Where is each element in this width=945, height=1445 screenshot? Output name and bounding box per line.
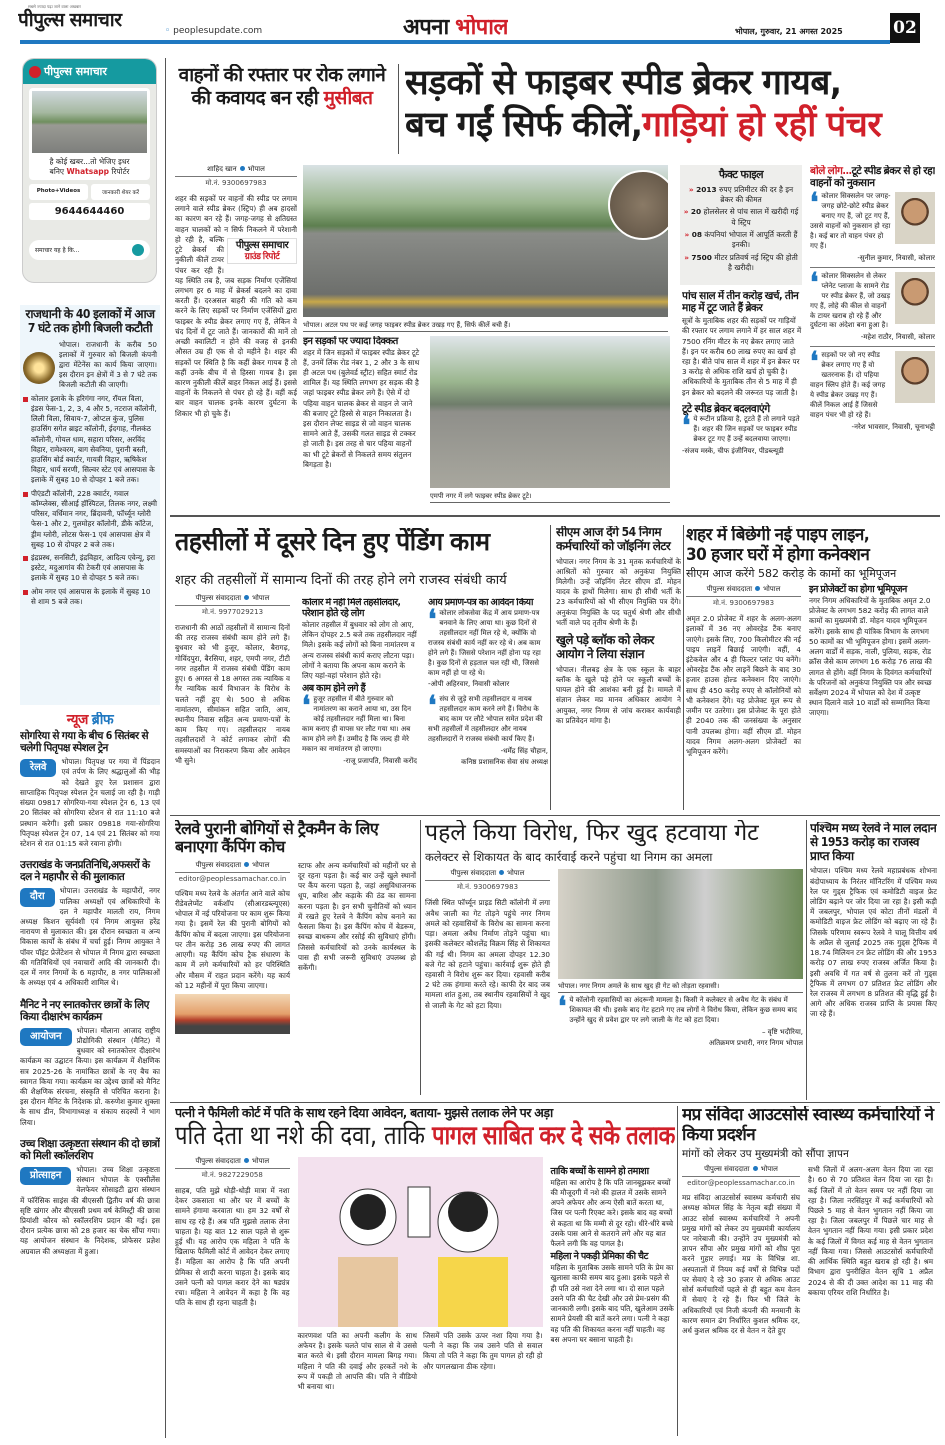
samvida-headline: मप्र संविदा आउटसोर्स स्वास्थ्य कर्मचारियों ने किया प्रदर्शन xyxy=(682,1106,934,1145)
sub-body: शहर में जिन सड़कों में फाइबर स्पीड ब्रेकर टूटे हैं, उनमें लिंक रोड नंबर 1, 2 और 3 के साथ ही अटल पथ (बुलेवर्ड स्ट्रीट) सहित स्मार्ट रोड शामिल हैं। यह स्थिति लगभग हर सड़क की है जहां फाइबर स्पीड ब्रेकर लगे हैं। ऐसे में दो पहिया वाहन चालक ब्रेकर से वाहन ले जाने की बजाए टूटे हिस्से से वाहन निकालता है। इस दौरान लेफ्ट साइड से जो वाहन चालक सामने आते हैं, उसकी गलत साइड से टक्कर हो जाती है। इस तरह से चार पहिया वाहनों का भी टूटे ब्रेकरों से निकलते समय संतुलन बिगड़ता है। xyxy=(303,347,420,469)
quote-attribution: -धर्मेंद्र सिंह चौहान, xyxy=(500,747,548,756)
sub-headline: महिला ने पकड़ी प्रेमिका की चैट xyxy=(550,1251,648,1263)
brief-title: उत्तराखंड के जनप्रतिनिधि,अफसरों के दल ने महापौर से की मुलाकात xyxy=(20,859,150,884)
logo-tagline: सबसे ज्यादा पढ़ा जाने वाला अखबार xyxy=(28,4,81,9)
fact-file xyxy=(680,165,802,285)
brief-tag: प्रोत्साहन xyxy=(20,1167,71,1185)
court-body-1: साहब, पति मुझे थोड़ी-थोड़ी मात्रा में नशा देकर उकसाता था और घर में बच्चों के सामने हंगामा करवाता था। हम 32 वर्षों से साथ रह रहे हैं। अब पति मुझसे तलाक लेना चाहता है। यह बात 12 साल पहले से शुरू हुई थी। यह आरोप एक महिला ने पति के खिलाफ फैमिली कोर्ट में आवेदन देकर लगाए हैं। महिला का आरोप है कि पति अपनी प्रेमिका से शादी करना चाहता है। इसके बाद उसने पत्नी को पागल करार देने का षड्यंत्र रचा। महिला ने आवेदन में कहा है कि वह पति के साथ ही रहना चाहती है। xyxy=(175,1185,290,1308)
list-item: कोलार इलाके के हरिगंगा नगर, रॉयल विला, इंडस फेस-1, 2, 3, 4 और 5, नटराज कॉलोनी, लिली विला, सिवाय-7, ओप्टल कुंज, पुलिस हाउसिंग सगेत ब्राइट कॉलोनी, ईदगाह, नीलकंठ कॉलोनी, गोयल धाम, सहारा परिसर, अरविंद विहार, रामेश्वरम, बाग सेवनिया, पुरानी बस्ती, हाउसिंग बोर्ड क्वार्टर, गायत्री विहार, ऋषिकेश विहार, धार्य सरणी, सिल्वर स्टेट एवं आसपास के इलाके में सुबह 10 से दोपहर 1 बजे तक। xyxy=(23,394,157,486)
badge-label: ग्राउंड रिपोर्ट xyxy=(244,251,280,262)
person-quote: ❛ सड़कों पर जो नए स्पीड ब्रेकर लगाए गए हैं वो खतरनाक हैं। दो पहिया वाहन स्लिप होते हैं। कई जगह ये स्पीड ब्रेकर उखड़ गए हैं। कीलें निकल आई हैं जिससे वाहन पंचर भी हो रहे हैं। -नरेश भावसार, निवासी, चूनाभट्टी xyxy=(810,347,935,431)
divider xyxy=(170,1102,940,1103)
brief-tag: आयोजन xyxy=(20,1028,72,1046)
reporter-mobile: मो.नं. 9300697983 xyxy=(456,883,519,892)
quote-attribution-role: अतिक्रमण प्रभारी, नगर निगम भोपाल xyxy=(708,1039,803,1048)
message-input[interactable] xyxy=(29,240,150,260)
pipeline-subheadline: सीएम आज करेंगे 582 करोड़ के कामों का भूमिपूजन xyxy=(686,567,897,581)
brief-item xyxy=(20,999,160,1128)
lead-kicker: वाहनों की रफ्तार पर रोक लगाने की कवायद बन रही मुसीबत xyxy=(178,64,386,110)
sub-headline: इन प्रोजेक्टों का होगा भूमिपूजन xyxy=(809,584,907,596)
column-divider xyxy=(165,58,166,1438)
message-placeholder: समाचार यह है कि... xyxy=(35,247,80,254)
sub-body: नगर निगम अधिकारियों के मुताबिक अमृत 2.0 प्रोजेक्ट के लगभग 582 करोड़ की लागत वाले कामों का मुख्यमंत्री डॉ. मोहन यादव भूमिपूजन करेंगे। इसके साथ ही यांत्रिक विभाग के लगभग 50 कामों का भी भूमिपूजन होगा। इसमें अलग-अलग वार्डों में सड़क, नाली, पुलिया, सड़क, रोड क्रॉस जैसे काम लगभग 16 करोड़ 76 लाख की लागत से होंगे। वहीं निगम के दिवंगत कर्मचारियों के परिजनों को अनुकंपा नियुक्ति पत्र और स्वच्छ सर्वेक्षण 2024 में भोपाल को देश में उत्कृष्ट स्थान दिलाने वाले 10 वार्डों को सम्मानित किया जाएगा। xyxy=(809,596,932,718)
list-item: इंद्रप्रस्थ, सनसिटी, इंद्रविहार, आदित्य एवेन्यू, इरा इस्टेट, मदुआगांव की टेकरी एवं आसपास के इलाके में सुबह 10 से दोपहर 5 बजे तक। xyxy=(23,553,157,584)
samvida-body-1: मप्र संविदा आउटसोर्स स्वास्थ्य कर्मचारी संघ अध्यक्ष कोमल सिंह के नेतृत्व बड़ी संख्या में आउट सोर्स स्वास्थ्य कर्मचारियों ने अपनी प्रमुख मांगों को लेकर उप मुख्यमंत्री कार्यालय पर नारेबाजी की। उन्होंने उप मुख्यमंत्री को ज्ञापन सौंपा और प्रमुख मांगों को शीघ्र पूरा करने गुहार लगाई। मप्र के विभिन्न शा. अस्पतालों में नियम कई वर्षों से विभिन्न पदों पर सेवाएं दे रहे 30 हजार से अधिक आउट सोर्स कर्मचारियों पहले से ही बहुत कम वेतन में सेवाएं दे रहे हैं। फिर भी जिले के अधिकारियों एवं निजी कंपनी की मनमानी के कारण समान ढंग निर्धारित कुशल श्रमिक दर, अर्ध कुशल श्रमिक दर से वेतन न देते हुए xyxy=(682,1193,800,1335)
whatsapp-promo xyxy=(22,58,157,283)
outsource-protest-story xyxy=(682,1106,937,1441)
divider xyxy=(683,525,684,810)
byline: पीपुल्स संवाददाता भोपाल xyxy=(175,594,290,606)
power-cut-intro: भोपाल। राजधानी के करीब 50 इलाकों में गुरुवार को बिजली कंपनी द्वारा मेंटेनेंस का कार्य किया जाएगा। इस दौरान इन क्षेत्रों में 3 से 7 घंटे तक बिजली कटौती की जाएगी। xyxy=(59,339,157,390)
quote-icon: ❛ xyxy=(682,410,691,441)
divider xyxy=(170,515,940,517)
brief-title: मैनिट ने नए स्नातकोत्तर छात्रों के लिए किया दीक्षारंभ कार्यक्रम xyxy=(20,998,149,1023)
quote-attribution: -संजय मस्के, चीफ इंजीनियर, पीडब्ल्यूडी xyxy=(682,446,784,455)
divider xyxy=(170,815,940,816)
broken-breaker-photo xyxy=(430,336,670,488)
quote-attribution-role: कनिष्ठ प्रशासनिक सेवा संघ अध्यक्ष xyxy=(461,758,548,767)
pipeline-headline-1: शहर में बिछेगी नई पाइप लाइन, xyxy=(686,526,870,545)
byline: पीपुल्स संवाददाता भोपाल xyxy=(175,861,290,873)
reporter-mobile: मो.नं. 9977029213 xyxy=(201,608,264,616)
quote-text: ये रूटीन प्रक्रिया है, टूटते हैं तो लगाने पड़ते हैं। शहर की जिन सड़कों पर फाइबर स्पीड ब्रेकर टूट गए हैं उन्हें बदलवाया जाएगा। xyxy=(693,414,800,443)
cm-body: भोपाल। नगर निगम के 31 मृतक कर्मचारियों के आश्रितों को गुरुवार को अनुकंपा नियुक्ति मिलेगी। उन्हें जॉइनिंग लेटर सीएम डॉ. मोहन यादव के हाथों मिलेगा। साथ ही सीधी भर्ती के 23 कर्मचारियों को भी सीएम नियुक्ति पत्र देंगे। अनुकंपा नियुक्ति के पद चतुर्थ श्रेणी और सीधी भर्ती वाले पद तृतीय श्रेणी के हैं। xyxy=(556,556,681,627)
badge-brand: पीपुल्स समाचार xyxy=(235,240,289,251)
byline: पीपुल्स संवाददाता भोपाल xyxy=(175,1157,290,1169)
fact-item: » 08 कंपनियां भोपाल में आपूर्ति करती हैं इनकी। xyxy=(684,230,798,250)
news-brief xyxy=(20,712,160,1437)
reporter-mobile: मो.नं. 9300697983 xyxy=(205,179,267,187)
sub-headline: टूटे स्पीड ब्रेकर बदलवाएंगे xyxy=(682,402,770,415)
mic-icon[interactable] xyxy=(132,244,144,256)
sub-headline: अब काम होने लगे हैं xyxy=(302,683,366,695)
person-quote: ❛ कोलार सिक्सलेन से लेकर प्लेनेट प्लाजा के सामने रोड पर स्पीड ब्रेकर हैं, जो उखड़ गए हैं, लोहे की कील से वाहनों के टायर खराब हो रहे हैं और दुर्घटना का अंदेशा बना हुआ है। -महेश राठौर, निवासी, कोलार xyxy=(810,272,935,348)
quote-icon: ❛ xyxy=(428,604,437,635)
dateline: भोपाल, गुरुवार, 21 अगस्त 2025 xyxy=(735,27,843,36)
whatsapp-number[interactable]: 9644644460 xyxy=(29,203,150,220)
tahsil-col3: आय प्रमाण-पत्र का आवेदन किया ❛ कोलार लोकसेवा केंद्र में आय प्रमाण-पत्र बनवाने के लिए आया था। कुछ दिनों से तहसीलदार नहीं मिल रहे थे, क्योंकि वो राजस्व संबंधी कार्य नहीं कर रहे थे। अब काम होने लगे हैं। जिससे परेशान नहीं होना पड़ रहा है। कुछ दिनों से हड़ताल चल रही थी, जिससे काम नहीं हो पा रहे थे। -ओपी अहिरवार, निवासी कोलार ❛ संघ से जुड़े सभी तहसीलदार व नायब तहसीलदार काम करने लगे हैं। विरोध के बाद काम पर लौटे भोपाल समेत प्रदेश की सभी तहसीलों में तहसीलदार और नायब तहसीलदारों ने राजस्व संबंधी कार्य किए हैं। -धर्मेंद्र सिंह चौहान, कनिष्ठ प्रशासनिक सेवा संघ अध्यक्ष xyxy=(428,598,548,767)
court-headline: पति देता था नशे की दवा, ताकि पागल साबित कर दे सके तलाक xyxy=(175,1121,675,1152)
lead-body: शहर की सड़कों पर वाहनों की स्पीड पर लगाम लगाने वाले स्पीड ब्रेकर (स्ट्रिप) ही अब हादसों का कारण बन रहे हैं। जगह-जगह से क्षतिग्रस्त वाहन चालकों को न सिर्फ निकलने में परेशानी हो रही है, बल्कि टूटे ब्रेकर्स की नुकीली कीलें टायर पंचर कर रही हैं। यह स्थिति तब है, जब सड़क निर्माण एजेंसियां लगभग हर 6 माह में ब्रेकर्स बदलने का दावा करती हैं। दरअसल बाहरी की गति को कम करने के लिए सड़कों पर निर्माण एजेंसियों द्वारा फाइबर के स्पीड ब्रेकर लगाए गए हैं, लेकिन वे चंद दिनों में टूट जाते हैं। जानकारों की मानें तो अच्छी क्वालिटी न होने की वजह से इनकी औसत उम्र ही एक से दो महीने है। शहर की सड़कों पर स्थिति है कि कहीं ब्रेकर गायब हैं तो कहीं उनके बीच में से हिस्सा गायब है। इस कारण नुकीली कीलें बाहर निकल आई हैं। इससे वाहनों के निकलने से पंचर हो रहे हैं। वहीं कई बार वाहन चालक इनके कारण दुर्घटना के शिकार भी हो चुके हैं। xyxy=(175,194,297,418)
sub-headline: ताकि बच्चों के सामने हो तमाशा xyxy=(550,1165,649,1177)
brief-tag: रेलवे xyxy=(20,759,56,777)
wcr-revenue-story xyxy=(810,822,937,1102)
quote-icon: ❛ xyxy=(302,691,311,722)
promo-brand xyxy=(23,59,156,84)
site-url-text: peoplesupdate.com xyxy=(173,26,263,36)
news-brief-label: न्यूज ब्रीफ xyxy=(66,712,114,728)
section-title-a: अपना xyxy=(403,15,449,40)
fact-item: » 20 होलसेलर से पांच साल में खरीदी गई ये स्ट्रिप xyxy=(683,207,799,227)
divider xyxy=(677,1106,678,1436)
list-item: ओम नगर एवं आसपास के इलाके में सुबह 10 से शाम 5 बजे तक। xyxy=(23,587,157,607)
header-rule xyxy=(20,40,890,44)
lead-headline xyxy=(405,62,935,160)
share-info-button[interactable]: जानकारी शेयर करें xyxy=(91,184,150,200)
train-photo xyxy=(175,994,290,1034)
bulb-icon xyxy=(23,352,55,384)
wcr-headline: पश्चिम मध्य रेलवे ने माल लदान से 1953 करोड़ का राजस्व प्राप्त किया xyxy=(810,822,937,863)
samvida-subheadline: मांगों को लेकर उप मुख्यमंत्री को सौंपा ज्ञापन xyxy=(682,1148,849,1161)
inset-photo xyxy=(608,170,668,240)
court-body-2: कारणवश पति का अपनी कलीग के साथ अफेयर है। इसके चलते पांच साल से वे उससे बात करते थे। इसी दौरान मामला बिगड़ गया। महिला ने पति की दवाई और हरकतें नशे के रूप में पकड़ी तो आपत्ति की। पति ने वीडियो भी बनाया था। xyxy=(297,1330,418,1391)
sub-body: कोलार तहसील में बुधवार को लोग तो आए, लेकिन दोपहर 2.5 बजे तक तहसीलदार नहीं मिले। इसके कई लोगों को बिना नामांतरण व अन्य राजस्व संबंधी कार्य कराए लौटना पड़ा। लोगों ने बताया कि अपना काम कराने के लिए यहां-वहां परेशान होते रहे। xyxy=(302,619,417,680)
brief-body: भोपाल। उत्तराखंड के महापौरों, नगर पालिका अध्यक्षों एवं अधिकारियों के दल ने महापौर मालती राय, निगम अध्यक्ष किशन सूर्यवंशी एवं निगम आयुक्त हरेंद्र नारायण से मुलाकात की। इस दौरान स्वच्छता व अन्य विकास कार्यों के संबंध में चर्चा हुई। निगम आयुक्त ने पॉवर पॉइंट प्रेजेंटेशन से भोपाल में निगम द्वारा स्वच्छता की गतिविधियों एवं नवाचारों आदि की जानकारी दी। दल में नगर निगमों के 6 महापौर, 8 नगर पालिकाओं के अध्यक्ष एवं 4 अधिकारी शामिल थे। xyxy=(20,886,160,988)
cartoon-illustration xyxy=(298,1157,543,1327)
power-cut-story xyxy=(20,305,160,705)
promo-line1: है कोई खबर...तो भेजिए इधर xyxy=(49,157,130,166)
brief-item xyxy=(20,859,160,988)
reporter-email[interactable]: editor@peoplessamachar.co.in xyxy=(687,1179,795,1188)
brief-body: भोपाल। पितृपक्ष पर गया में पिंडदान एवं तर्पण के लिए श्रद्धालुओं की भीड़ को देखते हुए रेल प्रशासन द्वारा साप्ताहिक पितृपक्ष स्पेशल ट्रेन चलाई जा रही है। गाड़ी संख्या 09817 सोगरिया-गया स्पेशल ट्रेन 6, 13 एवं 20 सितंबर को सोगरिया स्टेशन से रात 11:10 बजे प्रस्थान करेगी। इसी प्रकार 09818 गया-सोगरिया पितृपक्ष स्पेशल ट्रेन 07, 14 एवं 21 सितंबर को गया स्टेशन से रात 01:15 बजे रवाना होगी। xyxy=(20,757,160,848)
tahsil-subheadline: शहर की तहसीलों में सामान्य दिनों की तरह होने लगे राजस्व संबंधी कार्य xyxy=(175,573,507,588)
person-quote: ❛ कोलार सिक्सलेन पर जगह-जगह छोटे-छोटे स्पीड ब्रेकर बनाए गए हैं, जो टूट गए हैं, उससे वाहनों को नुकसान हो रहा है। कई बार तो वाहन पंचर हो गए हैं। -सुनील कुमार, निवासी, कोलार xyxy=(810,192,935,268)
tahsil-body: राजधानी की आठों तहसीलों में सामान्य दिनों की तरह राजस्व संबंधी काम होने लगे हैं। बुधवार को भी हुजूर, कोलार, बैरागढ़, गोविंदपुरा, बैरसिया, शहर, एमपी नगर, टीटी नगर तहसील में राजस्व संबंधी पेंडिंग काम हुए। 6 अगस्त से 18 अगस्त तक न्यायिक व गैर न्यायिक कार्य विभाजन के विरोध के चलते नहीं हुए थे। 500 से अधिक नामांतरण, सीमांकन सहित जाति, आय, स्थानीय निवास सहित अन्य प्रमाण-पत्रों के काम किए गए। तहसीलदार नायब तहसीलदारों ने कोर्ट लगाकर लोगों की समस्याओं का निराकरण किया और आवेदन भी सुने। xyxy=(175,623,290,765)
block-headline: खुले पड़े ब्लॉक को लेकर आयोग ने लिया संज्ञान xyxy=(556,633,654,661)
page-number: 02 xyxy=(890,13,920,43)
brief-body: भोपाल। उच्च शिक्षा उत्कृष्टता संस्थान भोपाल के एक्सीलेंस वेलफेयर सोसाइटी द्वारा संस्थान में फॉरेंसिक साइंस की बीएससी द्वितीय वर्ष की छात्रा सृष्टि खंगार और बीएससी प्रथम वर्ष केमिस्ट्री की छात्रा प्रियांशी कौरव को स्कॉलरशिप प्रदान की गई। इस दौरान प्रत्येक छात्रा को 28 हजार का चेक सौंपा गया। यह आयोजन संस्थान के निदेशक, प्रोफेसर प्रज्ञेश अग्रवाल की अध्यक्षता में हुआ। xyxy=(20,1164,160,1256)
tahsil-col2: कोलार में नहीं मिले तहसीलदार, परेशान होते रहे लोग कोलार तहसील में बुधवार को लोग तो आए, लेकिन दोपहर 2.5 बजे तक तहसीलदार नहीं मिले। इसके कई लोगों को बिना नामांतरण व अन्य राजस्व संबंधी कार्य कराए लौटना पड़ा। लोगों ने बताया कि अपना काम कराने के लिए यहां-वहां परेशान होते रहे। अब काम होने लगे हैं ❛ हुजूर तहसील में बीते गुरुवार को नामांतरण का कराने आया था, उस दिन कोई तहसीलदार नहीं मिला था। बिना काम कराए ही वापस घर लौट गया था। अब काम होने लगे हैं। उम्मीद है कि जल्द ही मेरे मकान का नामांतरण हो जाएगा। -राजू प्रजापति, निवासी करोंद xyxy=(302,598,417,765)
gate-photo-caption: भोपाल। नगर निगम अमले के साथ खुद ही गेट को तोड़ता रहवासी। xyxy=(558,979,803,993)
quote-attribution: -सुनील कुमार, निवासी, कोलार xyxy=(857,253,935,262)
people-say xyxy=(810,165,935,512)
brief-title: उच्च शिक्षा उत्कृष्टता संस्थान की दो छात्रों को मिली स्कॉलरशिप xyxy=(20,1137,160,1162)
byline: पीपुल्स संवाददाता भोपाल xyxy=(425,869,550,881)
divider xyxy=(806,820,807,1100)
promo-brand-text: पीपुल्स समाचार xyxy=(44,65,107,78)
byline: पीपुल्स संवाददाता भोपाल xyxy=(686,585,801,597)
gate-story: पहले किया विरोध, फिर खुद हटवाया गेट कलेक्टर से शिकायत के बाद कार्रवाई करने पहुंचा था निगम का अमला पीपुल्स संवाददाता भोपाल मो.नं. 9300697983 जिंसी स्थित फॉर्च्यून प्राइड सिटी कॉलोनी में लगा अवैध जाली का गेट तोड़ने पहुंचे नगर निगम अमले को रहवासियों के विरोध का सामना करना पड़ा। अमला अवैध निर्माण तोड़ने पहुंचा था। इसकी कलेक्टर कौशलेंद्र विक्रम सिंह से शिकायत की गई थी। निगम का अमला दोपहर 12.30 बजे गेट को हटाने पहुंचा। कार्रवाई शुरू होते ही रहवासी ने विरोध शुरू कर दिया। रहवासी करीब 2 घंटे तक हंगामा करते रहे। काफी देर बाद जब मामला शांत हुआ, तब स्थानीय रहवासियों ने खुद से जाली के गेट को हटा दिया। भोपाल। नगर निगम अमले के साथ खुद ही गेट को तोड़ता रहवासी। ❛ ये कॉलोनी रहवासियों का अंदरूनी मामला है। किसी ने कलेक्टर से अवैध गेट के संबंध में शिकायत की थी। इसके बाद गेट हटाने गए तब लोगों ने विरोध किया, लेकिन कुछ समय बाद उन्होंने खुद से प्रवेश द्वार पर लगे जाली के गेट को हटा दिया। – वृष्टि भदौरिया, अतिक्रमण प्रभारी, नगर निगम भोपाल xyxy=(425,820,803,1048)
sub-headline: इन सड़कों पर ज्यादा दिक्कत xyxy=(303,336,398,347)
cm-headline: सीएम आज देंगे 54 निगम कर्मचारियों को जॉइनिंग लेटर xyxy=(556,526,671,553)
ground-report-badge xyxy=(227,238,297,264)
person-photo xyxy=(895,272,935,324)
camping-coach-story xyxy=(175,820,417,1098)
coach-body-2: स्टाफ और अन्य कर्मचारियों को महीनों घर से दूर रहना पड़ता है। कई बार उन्हें खुले स्थानों पर कैंप करना पड़ता है, जहां असुविधाजनक धूप, बारिश और कड़ाके की ठंड का सामना करना पड़ता है। इन सभी चुनौतियों को ध्यान में रखते हुए रेलवे ने कैंपिंग कोच बनाने का फैसला किया है। इस कैंपिंग कोच में बेडरूम, स्वच्छ बाथरूम और रसोई की सुविधाएं होंगी। जिससे कर्मचारियों को उनके कार्यस्थल के पास ही सभी जरूरी सुविधाएं उपलब्ध हो सकेंगी। xyxy=(298,860,416,972)
byline: शाहिद खान भोपाल xyxy=(175,165,297,177)
court-kicker: पत्नी ने फैमिली कोर्ट में पति के साथ रहने दिया आवेदन, बताया- मुझसे तलाक लेने पर अड़ा xyxy=(175,1106,553,1120)
brief-item xyxy=(20,1138,160,1257)
divider xyxy=(420,820,421,1095)
court-body-3: जिसमें पति उसके ऊपर नशा दिया गया है। पत्नी ने कहा कि जब उसने पति से सवाल किया तो पति ने कहा कि तुम पागल हो रही हो और पागलखाना ठीक रहेगा। xyxy=(423,1330,543,1371)
person-photo xyxy=(895,351,935,403)
quote-attribution: -नरेश भावसार, निवासी, चूनाभट्टी xyxy=(851,422,935,431)
samvida-body-2: सभी जिलों में अलग-अलग वेतन दिया जा रहा है। 60 से 70 प्रतिशत वेतन दिया जा रहा है। कई जिलों में तो वेतन समय पर नहीं दिया जा रहा है। जिला नरसिंहपुर में कई कर्मचारियों को पिछले 5 माह से वेतन भुगतान नहीं किया जा रहा है। जिला जबलपुर में पिछले चार माह से वेतन भुगतान नहीं किया गया। इसी प्रकार प्रदेश के कई जिलों में विगत कई माह से वेतन भुगतान नहीं किया गया। जिससे आउटसोर्स कर्मचारियों की आर्थिक स्थिति बहुत खराब हो रही है। श्रम विभाग द्वारा पुनरीक्षित वेतन सूचि 1 अप्रैल 2024 से की दी उक्त आदेश का 11 माह की बकाया एरियर राशि निर्धारित है। xyxy=(808,1165,933,1297)
person-photo xyxy=(895,192,935,244)
photo2-caption: एमपी नगर में लगे फाइबर स्पीड ब्रेकर टूटे। xyxy=(430,489,670,503)
quote-attribution: -महेश राठौर, निवासी, कोलार xyxy=(860,333,935,342)
fact-item: » 2013 रुपए प्रतिमीटर की दर है इन ब्रेकर की कीमत xyxy=(688,184,794,204)
sub-headline: कोलार में नहीं मिले तहसीलदार, परेशान होते रहे लोग xyxy=(302,598,401,619)
quote-attribution: -ओपी अहिरवार, निवासी कोलार xyxy=(428,680,510,689)
reporter-mobile: मो.नं. 9827229058 xyxy=(201,1170,263,1179)
promo-photo xyxy=(32,91,147,153)
brief-title: सोगरिया से गया के बीच 6 सितंबर से चलेगी पितृपक्ष स्पेशल ट्रेन xyxy=(20,730,149,755)
quote-icon: ❛ xyxy=(428,691,437,722)
block-body: भोपाल। नीलबड़ क्षेत्र के एक स्कूल के बाहर ब्लॉक के खुले पड़े होने पर स्कूली बच्चों के घायल होने की आशंका बनी हुई है। मामले में संज्ञान लेकर मप्र मानव अधिकार आयोग ने आयुक्त, नगर निगम से जांच कराकर कार्यवाही का प्रतिवेदन मांगा है। xyxy=(556,664,681,725)
quote-icon: ❛ xyxy=(810,347,819,378)
fact-file-title: फैक्ट फाइल xyxy=(718,168,764,181)
brief-body: भोपाल। मौलाना आजाद राष्ट्रीय प्रौद्योगिकी संस्थान (मैनिट) में बुधवार को स्नातकोत्तर दीक्षारंभ कार्यक्रम का उद्घाटन किया। इस कार्यक्रम में शैक्षणिक सत्र 2025-26 के नामांकित छात्रों के नए बैच का स्वागत किया गया। कार्यक्रम का उद्देश्य छात्रों को मैनिट की शैक्षणिक संरचना, संस्कृति से परिचित कराना है। इस दौरान मैनिट के निदेशक प्रो. करुणेश कुमार शुक्ला के साथ डीन, विभागाध्यक्ष व संकाय सदस्यों ने भाग लिया। xyxy=(20,1025,160,1127)
lead-headline-line-2: बच गईं सिर्फ कीलें,गाड़ियां हो रहीं पंचर xyxy=(405,105,882,145)
sub-headline: आय प्रमाण-पत्र का आवेदन किया xyxy=(428,598,534,608)
quote-attribution: -राजू प्रजापति, निवासी करोंद xyxy=(343,756,417,765)
people-say-title: बोले लोग...टूटे स्पीड ब्रेकर से हो रहा वाहनों को नुकसान xyxy=(810,165,935,190)
lead-headline-line-1: सड़कों से फाइबर स्पीड ब्रेकर गायब, xyxy=(405,63,842,103)
sub-headline: पांच साल में तीन करोड़ खर्च, तीन माह में टूट जाते हैं ब्रेकर xyxy=(682,290,799,315)
gate-headline: पहले किया विरोध, फिर खुद हटवाया गेट xyxy=(425,820,759,846)
masthead-logo[interactable] xyxy=(18,4,158,38)
sub-body: सूत्रों के मुताबिक शहर की सड़कों पर गाड़ियों की रफ्तार पर लगाम लगाने में हर साल शहर में 7500 रनिंग मीटर के नए ब्रेकर लगाए जाते हैं। इन पर करीब 60 लाख रुपए का खर्च हो रहा है। बीते पांच साल में शहर में इन ब्रेकर पर 3 करोड़ से अधिक राशि खर्च हो चुकी है। अधिकारियों के मुताबिक तीन से 5 माह में ही इन ब्रेकर को बदलने की जरूरत पड़ जाती है। xyxy=(682,316,802,397)
logo-text: पीपुल्स समाचार xyxy=(18,9,122,31)
sub-body: महिला का आरोप है कि पति जानबूझकर बच्चों की मौजूदगी में नशे की हालत में उसके सामने अपने अफेयर और अन्य ऐसी बातें करता था, जिस पर पत्नी रिएक्ट करे। इसके बाद वह बच्चों से कहता था कि मम्मी से दूर रहो। धीरे-धीरे बच्चे उसके पास आने से कतराने लगे और यह बात फैलने लगी कि वह पागल है। xyxy=(550,1177,674,1249)
fact-item: » 7500 मीटर प्रतिवर्ष नई स्ट्रिप की होती है खरीदी। xyxy=(684,252,798,273)
reporter-mobile: मो.नं. 9300697983 xyxy=(712,599,775,608)
divider xyxy=(550,525,551,810)
five-year-story xyxy=(682,290,802,512)
lead-photo-caption: भोपाल। अटल पथ पर कई जगह फाइबर स्पीड ब्रेकर उखड़ गए हैं, सिर्फ कीलें बची हैं। xyxy=(303,318,668,332)
brief-tag: दौरा xyxy=(20,888,55,906)
section-title xyxy=(403,15,508,40)
pipeline-headline-2: 30 हजार घरों में होगा कनेक्शन xyxy=(686,544,870,565)
pipeline-story xyxy=(686,526,936,813)
divider xyxy=(398,64,399,154)
tahsil-col1 xyxy=(175,594,290,812)
cm-joining-story xyxy=(556,526,681,811)
section-title-b: भोपाल xyxy=(455,15,508,40)
list-item: पीएंडटी कॉलोनी, 228 क्वार्टर, गवाल कॉम्प्लेक्स, सीआई हॉस्पिटल, तिलक नगर, लक्ष्मी परिसर, वर्धिमान नगर, ब्रिंदावनी, फॉर्च्यून ग्लोरी फेस-1 और 2, गुलमोहर कॉलोनी, डीके कॉटेज, ड्रीम ग्लोरी, लोटस फेस-1 एवं आसपास क्षेत्र में सुबह 10 से दोपहर 2 बजे तक। xyxy=(23,489,157,550)
gate-subheadline: कलेक्टर से शिकायत के बाद कार्रवाई करने पहुंचा था निगम का अमला xyxy=(425,850,713,865)
reporter-email[interactable]: editor@peoplessamachar.co.in xyxy=(178,874,287,883)
quote-icon: ❛ xyxy=(558,992,567,1023)
wcr-body: भोपाल। पश्चिम मध्य रेलवे महाप्रबंधक शोभना बंदोपाध्याय के निरंतर मॉनिटरिंग में पश्चिम मध्य रेल पर गुड्स ट्रैफिक एवं कमोडिटी वाइज फ्रेट लोडिंग बढ़ाने पर जोर दिया जा रहा है। इसी कड़ी में जबलपुर, भोपाल एवं कोटा तीनों मंडलों में कमोडिटी वाइज फ्रेट लोडिंग को बढ़ाए जा रहे हैं। जिसके परिणाम स्वरूप रेलवे ने चालू वित्तीय वर्ष के अप्रैल से जुलाई 2025 तक गुड्स ट्रैफिक में 18.74 मिलियन टन फ्रेट लोडिंग की और 1953 करोड़ 07 लाख रुपए राजस्व अर्जित किया है। इसी अवधि में गत वर्ष से तुलना करें तो गुड्स ट्रैफिक में लगभग 07 प्रतिशत फ्रेट लोडिंग और रेल राजस्व में लगभग 8 प्रतिशत की वृद्धि हुई है। आगे और अधिक राजस्व प्राप्ति के प्रयास किए जा रहे हैं। xyxy=(810,866,937,1019)
tahsil-subheadline-box xyxy=(175,570,545,590)
brand-icon xyxy=(29,66,41,78)
brief-item xyxy=(20,730,160,849)
byline: पीपुल्स संवाददाता भोपाल xyxy=(682,1165,800,1177)
quote-icon: ❛ xyxy=(810,188,819,219)
gate-body: जिंसी स्थित फॉर्च्यून प्राइड सिटी कॉलोनी में लगा अवैध जाली का गेट तोड़ने पहुंचे नगर निगम अमले को रहवासियों के विरोध का सामना करना पड़ा। अमला अवैध निर्माण तोड़ने पहुंचा था। इसकी कलेक्टर कौशलेंद्र विक्रम सिंह से शिकायत की गई थी। निगम का अमला दोपहर 12.30 बजे गेट को हटाने पहुंचा। कार्रवाई शुरू होते ही रहवासी ने विरोध शुरू कर दिया। रहवासी करीब 2 घंटे तक हंगामा करते रहे। काफी देर बाद जब मामला शांत हुआ, तब स्थानीय रहवासियों ने खुद से जाली के गेट को हटा दिया। xyxy=(425,898,550,1010)
site-url[interactable]: ◦ peoplesupdate.com xyxy=(165,26,263,36)
sub-story xyxy=(303,336,421,511)
promo-line2: बनिए Whatsapp रिपोर्टर xyxy=(49,167,130,176)
photo-videos-button[interactable]: Photo+Videos xyxy=(29,184,88,200)
lead-photo xyxy=(303,165,668,317)
coach-headline: रेलवे पुरानी बोगियों से ट्रैकमैन के लिए बनाएगा कैंपिंग कोच xyxy=(175,820,379,857)
lead-body-column xyxy=(175,165,297,510)
pipeline-body: अमृत 2.0 प्रोजेक्ट में शहर के अलग-अलग इलाकों में 36 नए ओवरहेड टैंक बनाए जाएंगे। इसके लिए, 700 किलोमीटर की नई पाइप लाइनें बिछाई जाएंगी। वहीं, 4 इंटेकवेल और 4 ही फिल्टर प्लांट पंप बनेंगे। ओवरहेड टैंक और लाइनें बिछने के बाद 30 हजार हाउस होल्ड कनेक्शन दिए जाएंगे। साथ ही 450 करोड़ रुपए से कॉलोनियों को भी कनेक्शन देंगे। यह प्रोजेक्ट मूल रूप से जमीन पर उतरेगा। इस प्रोजेक्ट के पूरा होते ही 2040 तक की जनसंख्या के अनुसार पानी उपलब्ध होगा। वहीं सीएम डॉ. मोहन यादव निगम अलग-अलग प्रोजेक्टों का भूमिपूजन करेंगे। xyxy=(686,614,801,756)
power-cut-headline: राजधानी के 40 इलाकों में आज 7 घंटे तक होगी बिजली कटौती xyxy=(25,307,155,335)
coach-body-1: पश्चिम मध्य रेलवे के अंतर्गत आने वाले कोच रीडेवलेप्मेंट वर्कशॉप (सीआरडब्ल्यूएस) भोपाल में नई परियोजना पर काम शुरू किया गया है। इसमें रेल की पुरानी बोगियों को कैंपिंग कोच में बदला जाएगा। इस परियोजना पर तीन करोड़ 36 लाख रुपए की लागत आएगी। यह कैंपिंग कोच ट्रैक संधारण के काम में लगे कर्मचारियों को हर परिस्थिति और मौसम में राहत प्रदान करेंगे। यह कार्य को 12 महीनों में पूरा किया जाएगा। xyxy=(175,888,290,990)
quote-attribution: – वृष्टि भदौरिया, xyxy=(762,1028,803,1037)
family-court-story xyxy=(175,1106,675,1441)
gate-photo xyxy=(558,869,803,979)
tahsil-headline: तहसीलों में दूसरे दिन हुए पेंडिंग काम xyxy=(175,528,490,556)
sub-body: महिला के मुताबिक उसके सामने पति के प्रेम का खुलासा काफी समय बाद हुआ। इसके पहले से ही पति उसे नशा देने लगा था। दो साल पहले उसने पति की चैट देखी और उसे प्रेम-प्रसंग की जानकारी लगी। इसके बाद पति, खुलेआम उसके सामने प्रेयसी की बातें करने लगा। पत्नी ने कहा वह पति की शिकायत करना नहीं चाहती। वह बस अपना घर बसाना चाहती है। xyxy=(550,1263,674,1344)
quote-icon: ❛ xyxy=(810,267,819,298)
tahsil-headline-box xyxy=(175,528,545,566)
